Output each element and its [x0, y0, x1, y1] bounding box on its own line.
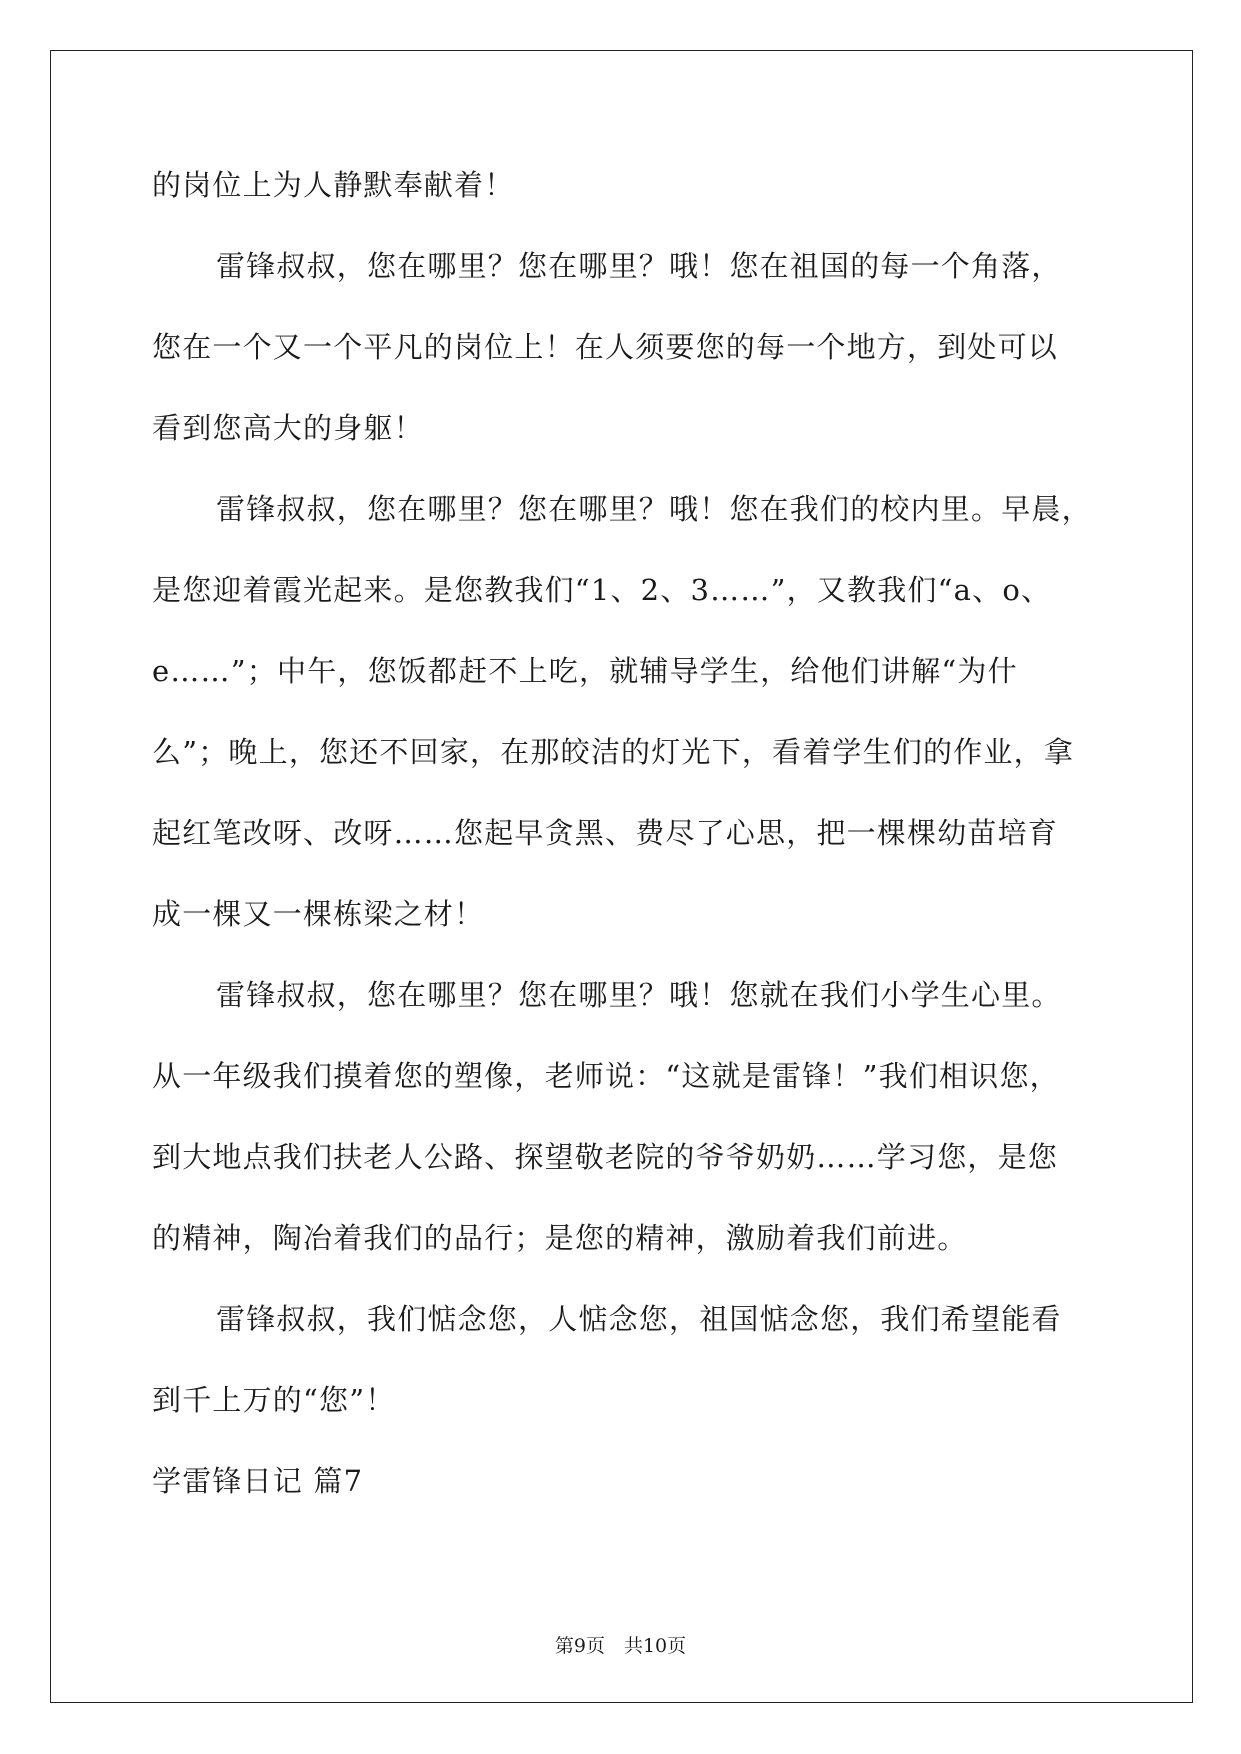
paragraph-start-line: 雷锋叔叔，您在哪里？您在哪里？哦！您就在我们小学生心里。: [216, 978, 1062, 1012]
paragraph-start-line: 雷锋叔叔，我们惦念您，人惦念您，祖国惦念您，我们希望能看: [216, 1302, 1062, 1336]
text-line: 是您迎着霞光起来。是您教我们“1、2、3……”，又教我们“a、o、: [152, 573, 1052, 607]
text-line: e……”；中午，您饭都赶不上吃，就辅导学生，给他们讲解“为什: [152, 654, 1018, 688]
text-line: 您在一个又一个平凡的岗位上！在人须要您的每一个地方，到处可以: [152, 330, 1059, 364]
section-heading: 学雷锋日记 篇7: [152, 1464, 364, 1498]
text-line: 的精神，陶冶着我们的品行；是您的精神，激励着我们前进。: [152, 1221, 968, 1255]
text-line: 起红笔改呀、改呀……您起早贪黑、费尽了心思，把一棵棵幼苗培育: [152, 816, 1059, 850]
text-line: 从一年级我们摸着您的塑像，老师说：“这就是雷锋！”我们相识您，: [152, 1059, 1060, 1093]
text-line: 看到您高大的身躯！: [152, 411, 424, 445]
text-line: 到大地点我们扶老人公路、探望敬老院的爷爷奶奶……学习您，是您: [152, 1140, 1059, 1174]
text-line: 到千上万的“您”！: [152, 1383, 396, 1417]
text-line: 么”；晚上，您还不回家，在那皎洁的灯光下，看着学生们的作业，拿: [152, 735, 1075, 769]
text-line: 的岗位上为人静默奉献着！: [152, 168, 515, 202]
paragraph-start-line: 雷锋叔叔，您在哪里？您在哪里？哦！您在我们的校内里。早晨，: [216, 492, 1092, 526]
document-body: [152, 165, 1112, 1501]
text-line: 成一棵又一棵栋梁之材！: [152, 897, 485, 931]
page-number-footer: 第9页 共10页: [554, 1635, 687, 1657]
paragraph-start-line: 雷锋叔叔，您在哪里？您在哪里？哦！您在祖国的每一个角落，: [216, 249, 1062, 283]
